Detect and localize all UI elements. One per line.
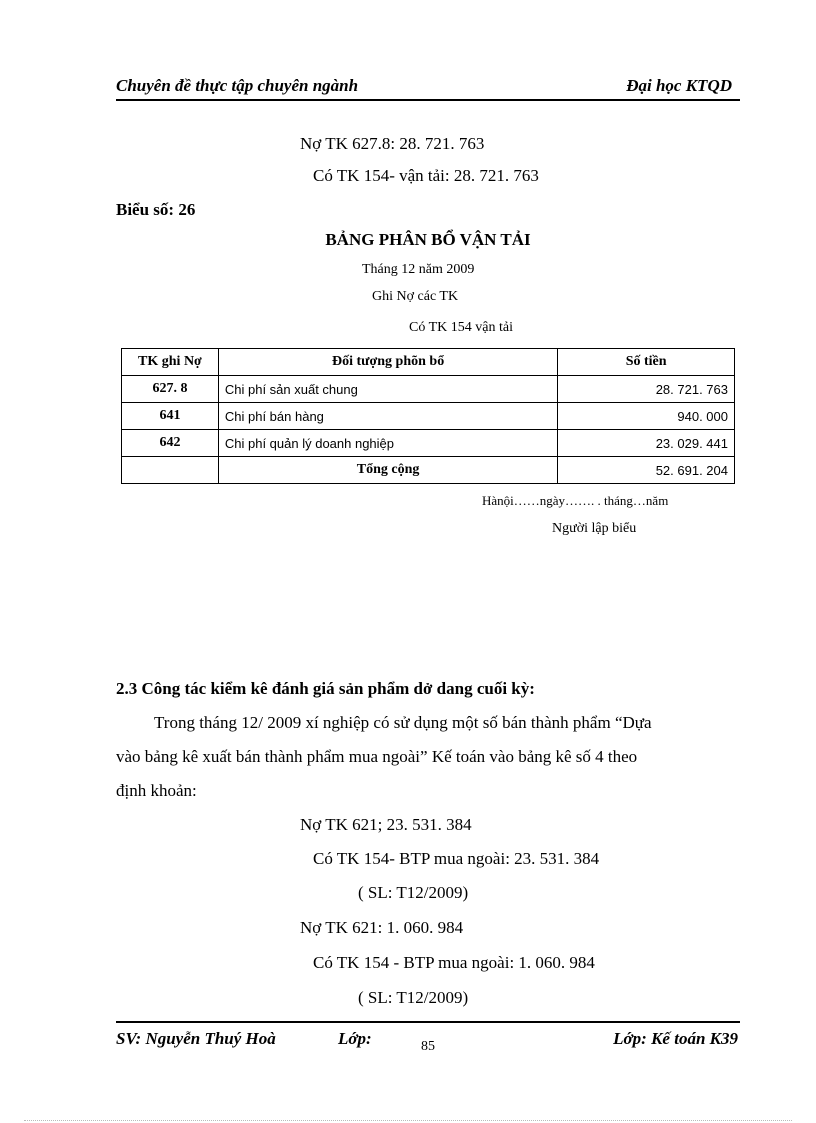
page-bottom-edge [24, 1120, 792, 1121]
table-header-row [122, 349, 735, 376]
entry-1-debit: Nợ TK 621; 23. 531. 384 [300, 815, 472, 834]
table-row [122, 403, 735, 430]
place-date-line: Hànội……ngày……. . tháng…năm [482, 493, 669, 508]
entry-top-credit: Có TK 154- vận tải: 28. 721. 763 [313, 166, 539, 185]
row-account: 627. 8 [122, 376, 219, 403]
footer-class-right: Lớp: Kế toán K39 [613, 1029, 738, 1048]
row-amount: 23. 029. 441 [558, 430, 735, 457]
row-account: 641 [122, 403, 219, 430]
header-right: Đại học KTQD [626, 76, 732, 95]
total-empty-cell [122, 457, 219, 484]
entry-2-credit: Có TK 154 - BTP mua ngoài: 1. 060. 984 [313, 953, 595, 972]
footer-class-label: Lớp: [338, 1029, 372, 1048]
preparer-label: Người lập biểu [552, 521, 637, 536]
entry-2-debit: Nợ TK 621: 1. 060. 984 [300, 918, 464, 937]
header-rule [116, 99, 740, 101]
table-debit-note: Ghi Nợ các TK [372, 289, 459, 304]
section-heading: 2.3 Công tác kiểm kê đánh giá sản phẩm dở dang cuối kỳ: [116, 679, 535, 698]
entry-1-credit: Có TK 154- BTP mua ngoài: 23. 531. 384 [313, 849, 600, 868]
row-object: Chi phí quản lý doanh nghiệp [218, 430, 557, 457]
paragraph-line-2: vào bảng kê xuất bán thành phẩm mua ngoài” Kế toán vào bảng kê số 4 theo [116, 747, 638, 766]
entry-2-ref: ( SL: T12/2009) [358, 988, 469, 1007]
column-header-object: Đối tượng phõn bổ [218, 349, 557, 376]
total-label: Tổng cộng [218, 457, 557, 484]
table-title: BẢNG PHÂN BỔ VẬN TẢI [325, 230, 531, 249]
footer-rule [116, 1021, 740, 1023]
paragraph-line-1: Trong tháng 12/ 2009 xí nghiệp có sử dụng một số bán thành phẩm “Dựa [154, 713, 652, 732]
entry-1-ref: ( SL: T12/2009) [358, 883, 469, 902]
total-amount: 52. 691. 204 [558, 457, 735, 484]
table-row [122, 376, 735, 403]
paragraph-line-3: định khoản: [116, 781, 197, 800]
form-number: Biểu số: 26 [116, 200, 196, 219]
header-left: Chuyên đề thực tập chuyên ngành [116, 76, 359, 95]
table-row [122, 430, 735, 457]
allocation-table [121, 348, 735, 484]
page-number: 85 [421, 1039, 435, 1054]
row-object: Chi phí sản xuất chung [218, 376, 557, 403]
column-header-account: TK ghi Nợ [122, 349, 219, 376]
table-month: Tháng 12 năm 2009 [362, 262, 475, 277]
row-object: Chi phí bán hàng [218, 403, 557, 430]
row-amount: 940. 000 [558, 403, 735, 430]
row-amount: 28. 721. 763 [558, 376, 735, 403]
column-header-amount: Số tiền [558, 349, 735, 376]
table-total-row [122, 457, 735, 484]
footer-student: SV: Nguyễn Thuý Hoà [116, 1029, 276, 1048]
row-account: 642 [122, 430, 219, 457]
table-credit-note: Có TK 154 vận tải [409, 320, 513, 335]
entry-top-debit: Nợ TK 627.8: 28. 721. 763 [300, 134, 485, 153]
